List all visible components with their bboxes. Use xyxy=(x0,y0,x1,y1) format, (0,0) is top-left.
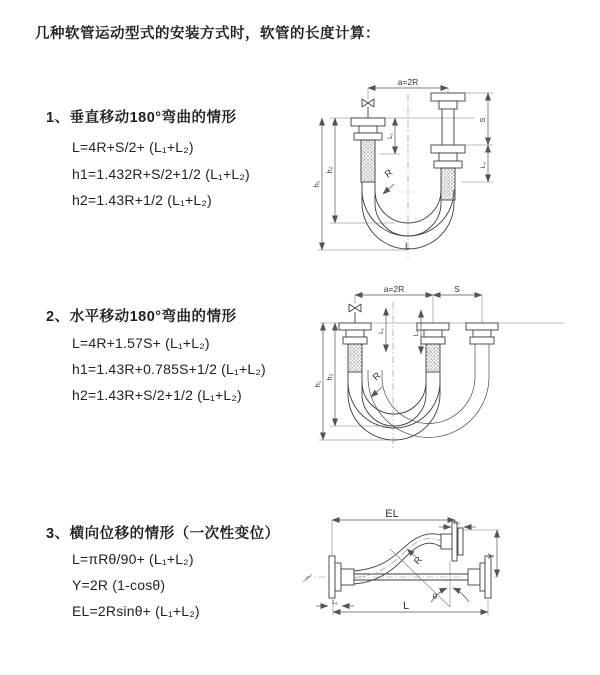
hose-u-bend-original xyxy=(348,372,440,440)
dim-label-s: S xyxy=(454,284,460,294)
dim-label-l2: L₂ xyxy=(453,519,461,526)
section-2-heading: 2、水平移动180°弯曲的情形 xyxy=(46,309,237,325)
section-3-formula-L: L=πRθ/90+ (L₁+L₂) xyxy=(72,551,194,567)
dim-label-h2: h₂ xyxy=(325,166,334,174)
valve-icon xyxy=(349,295,361,323)
dim-label-el: EL xyxy=(385,508,399,520)
flange-middle xyxy=(417,323,449,372)
braided-hose-section xyxy=(441,168,455,200)
dim-label-s: S xyxy=(478,117,487,123)
flange-right-double xyxy=(431,93,465,200)
section-3-formula-Y: Y=2R (1-cosθ) xyxy=(72,577,166,593)
dim-span-s xyxy=(465,93,493,145)
dim-label-h1: h₁ xyxy=(312,180,321,188)
dim-label-a2r: a=2R xyxy=(383,284,405,294)
dim-span-l1 xyxy=(378,308,386,352)
construction-lines xyxy=(390,549,450,607)
section-2-formula-L: L=4R+1.57S+ (L₁+L₂) xyxy=(72,335,210,351)
valve-icon xyxy=(362,88,374,118)
flange-right-moved xyxy=(466,323,498,344)
dim-label-h2: h₂ xyxy=(325,373,334,381)
radius-callout xyxy=(407,549,425,567)
section-2-formula-h1: h1=1.43R+0.785S+1/2 (L₁+L₂) xyxy=(72,361,266,377)
document-title: 几种软管运动型式的安装方式时，软管的长度计算： xyxy=(35,26,380,42)
dim-span-el xyxy=(332,508,455,555)
flange-left xyxy=(329,556,354,598)
dim-label-theta: θ xyxy=(432,592,438,601)
pipe-break-mark xyxy=(303,574,312,582)
dim-label-a2r: a=2R xyxy=(397,77,419,87)
dim-label-h1: h₁ xyxy=(313,380,322,388)
flange-left xyxy=(339,323,371,372)
radius-callout xyxy=(371,370,383,397)
dim-label-r: R xyxy=(370,370,384,384)
diagram-horizontal-180-bend xyxy=(312,282,598,460)
flange-upper-moved xyxy=(441,522,463,561)
dim-span-l2 xyxy=(462,145,493,182)
section-1-formula-L: L=4R+S/2+ (L₁+L₂) xyxy=(72,139,194,155)
dim-label-l2: L₂ xyxy=(413,329,420,337)
diagram-lateral-displacement xyxy=(300,505,600,650)
dim-span-l1 xyxy=(316,599,354,606)
dim-label-l: L xyxy=(402,600,410,612)
radius-callout xyxy=(383,167,395,194)
dim-label-r: R xyxy=(411,554,425,567)
dim-label-y: Y xyxy=(486,553,496,559)
dim-label-l1: L₁ xyxy=(332,599,338,606)
braided-hose-section xyxy=(348,344,362,372)
section-1-heading: 1、垂直移动180°弯曲的情形 xyxy=(46,110,237,126)
dim-span-l2 xyxy=(413,310,421,354)
section-1-formula-h2: h2=1.43R+1/2 (L₁+L₂) xyxy=(72,192,212,208)
diagram-vertical-180-bend xyxy=(312,72,598,267)
braided-hose-section xyxy=(361,140,375,182)
dim-label-r: R xyxy=(382,167,396,181)
dim-label-l1: L₁ xyxy=(378,328,385,334)
dim-span-a2r xyxy=(355,284,433,295)
section-1-formula-h1: h1=1.432R+S/2+1/2 (L₁+L₂) xyxy=(72,166,250,182)
dim-label-l: L xyxy=(405,241,411,252)
section-2-formula-h2: h2=1.43R+S/2+1/2 (L₁+L₂) xyxy=(72,387,242,403)
hose-s-curve xyxy=(354,534,441,584)
dim-span-l xyxy=(333,600,488,615)
dim-span-a2r xyxy=(368,77,448,93)
section-3-formula-EL: EL=2Rsinθ+ (L₁+L₂) xyxy=(72,603,200,619)
braided-hose-section xyxy=(426,344,440,372)
dim-label-l2: L₂ xyxy=(480,161,487,169)
flange-left xyxy=(351,118,385,182)
dim-span-s xyxy=(433,284,482,323)
dim-label-l1: L₁ xyxy=(387,133,394,139)
section-3-heading: 3、横向位移的情形（一次性变位） xyxy=(46,526,280,542)
